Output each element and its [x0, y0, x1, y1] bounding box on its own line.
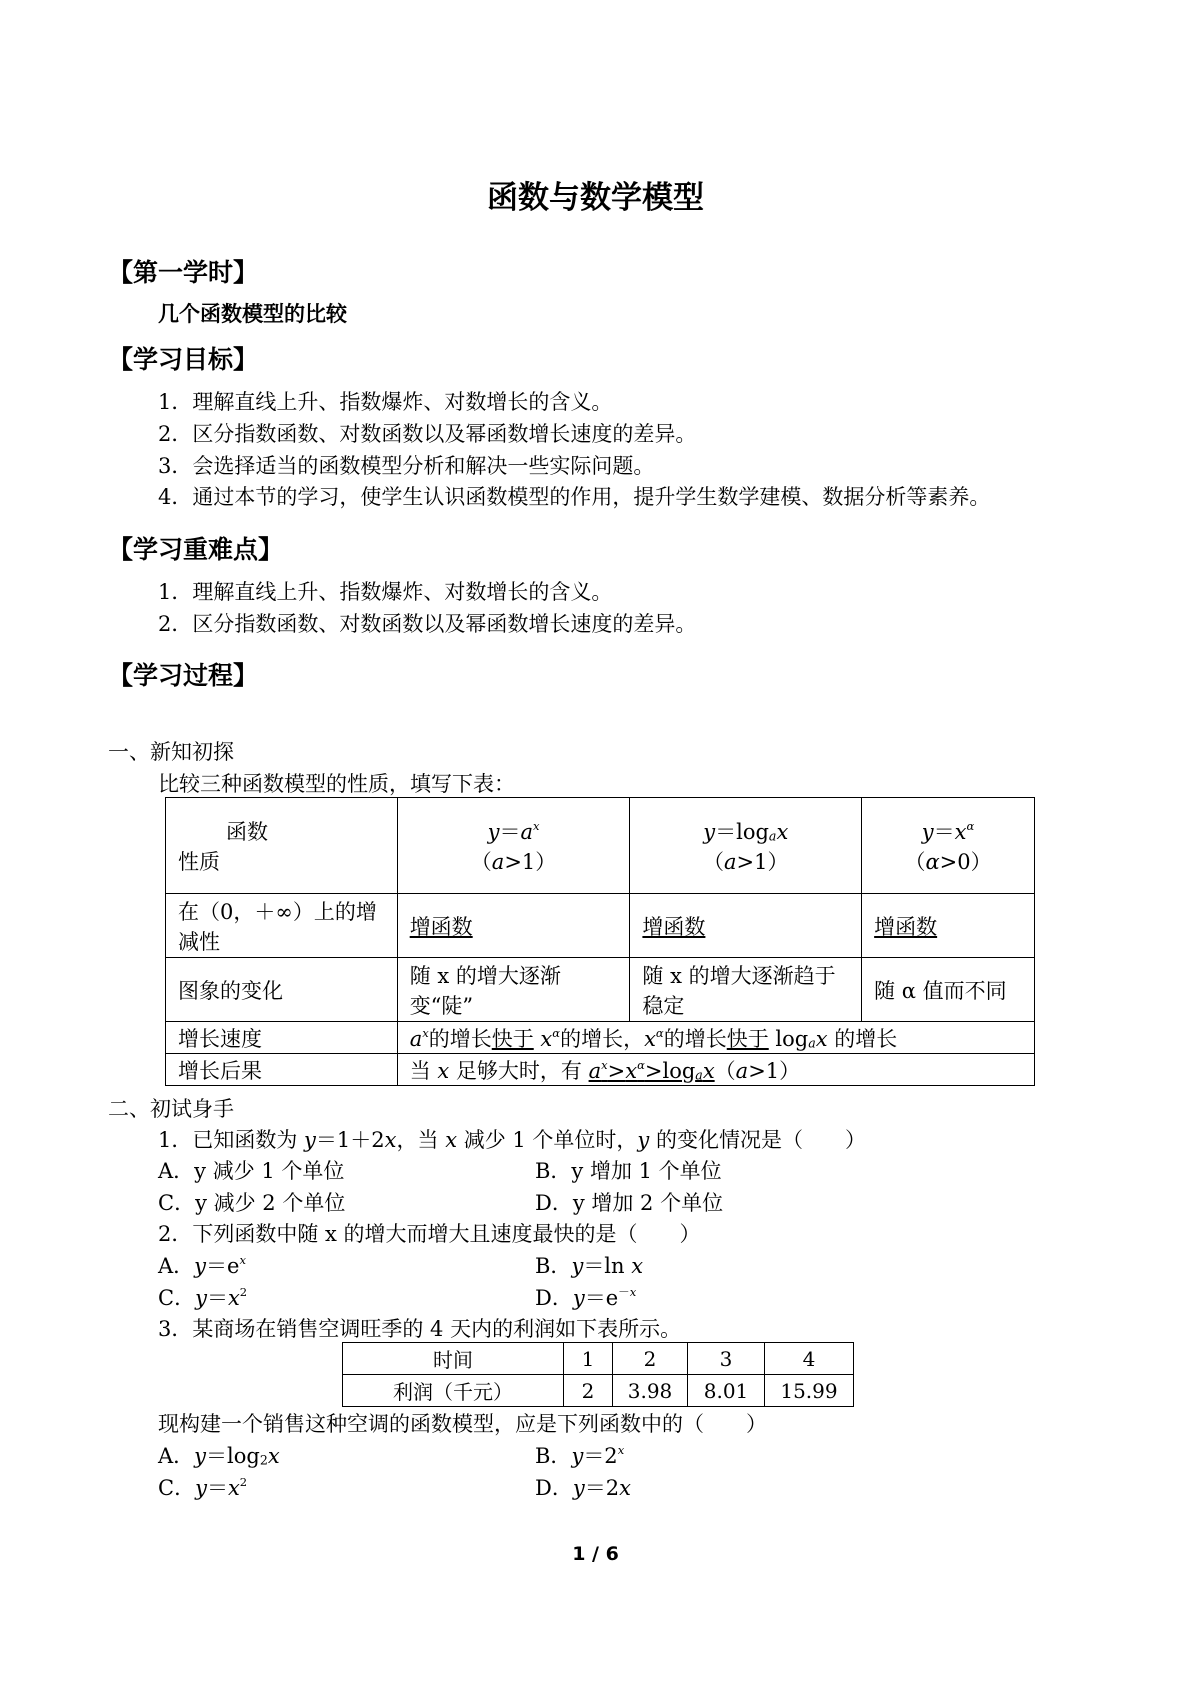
- section-heading-keypoints: 【学习重难点】: [108, 535, 284, 564]
- row-label-monotonic: 在（0，＋∞）上的增减性: [166, 894, 398, 958]
- table-corner-cell: [166, 798, 398, 894]
- profit-table: [342, 1342, 854, 1407]
- profit-value-1: 2: [564, 1375, 613, 1407]
- q1-option-b: B．y 增加 1 个单位: [535, 1159, 722, 1183]
- profit-header-1: 1: [564, 1343, 613, 1375]
- part2-heading: 二、初试身手: [108, 1097, 234, 1121]
- q3-stem: 3．某商场在销售空调旺季的 4 天内的利润如下表所示。: [158, 1317, 682, 1341]
- cell-mono-log: [630, 894, 862, 958]
- q1-option-d: D．y 增加 2 个单位: [535, 1191, 724, 1215]
- row-label-graph: 图象的变化: [166, 958, 398, 1022]
- cell-mono-exp: [397, 894, 630, 958]
- q1-option-c: C．y 减少 2 个单位: [158, 1191, 346, 1215]
- section-heading-process: 【学习过程】: [108, 661, 259, 690]
- corner-bottom: 性质: [178, 849, 220, 874]
- header-exp: $y=a^x$ （a>1）: [397, 798, 630, 894]
- header-power: $y=x^\alpha$ （α>0）: [862, 798, 1035, 894]
- header-log: $y=\log_ax$ （a>1）: [630, 798, 862, 894]
- row-label-result: 增长后果: [166, 1054, 398, 1086]
- q2-option-c: C．$y=x^2$: [158, 1284, 248, 1310]
- q2-option-a: A．$y=e^x$: [158, 1252, 246, 1278]
- q1-option-a: A．y 减少 1 个单位: [158, 1159, 345, 1183]
- profit-value-4: 15.99: [765, 1375, 854, 1407]
- profit-row-label: 利润（千元）: [343, 1375, 564, 1407]
- q1-stem: 1．已知函数为 y＝1＋2x，当 x 减少 1 个单位时，y 的变化情况是（ ）: [158, 1128, 866, 1152]
- comparison-table: [165, 797, 1035, 1086]
- mono-power-value: 增函数: [874, 914, 938, 939]
- part1-intro: 比较三种函数模型的性质，填写下表：: [158, 772, 515, 796]
- q3-option-d: D．y＝2x: [535, 1476, 631, 1500]
- profit-header-time: 时间: [343, 1343, 564, 1375]
- section-heading-goals: 【学习目标】: [108, 345, 259, 374]
- cell-graph-log: 随 x 的增大逐渐趋于稳定: [630, 958, 862, 1022]
- goal-item-3: 3．会选择适当的函数模型分析和解决一些实际问题。: [158, 454, 655, 478]
- corner-top: 函数: [226, 819, 268, 844]
- goal-item-1: 1．理解直线上升、指数爆炸、对数增长的含义。: [158, 390, 613, 414]
- lesson-subtitle: 几个函数模型的比较: [158, 302, 347, 326]
- q3-followup: 现构建一个销售这种空调的函数模型，应是下列函数中的（ ）: [158, 1412, 767, 1436]
- page-title: 函数与数学模型: [487, 180, 704, 216]
- cell-result: 当 x 足够大时，有 $a^x>x^\alpha>\log_ax(a>1)$: [397, 1054, 1034, 1086]
- q3-option-a: A．$y=\log_2x$: [158, 1444, 280, 1468]
- keypoint-item-2: 2．区分指数函数、对数函数以及幂函数增长速度的差异。: [158, 612, 697, 636]
- cell-speed: $a^x$的增长快于 $x^\alpha$的增长，$x^\alpha$的增长快于 $\log_ax$ 的增长: [397, 1022, 1034, 1054]
- cell-mono-power: [862, 894, 1035, 958]
- cell-graph-exp: 随 x 的增大逐渐变“陡”: [397, 958, 630, 1022]
- profit-value-3: 8.01: [688, 1375, 765, 1407]
- profit-header-3: 3: [688, 1343, 765, 1375]
- page-number: 1 / 6: [572, 1543, 619, 1565]
- part1-heading: 一、新知初探: [108, 740, 234, 764]
- section-heading-lesson: 【第一学时】: [108, 258, 259, 287]
- profit-header-4: 4: [765, 1343, 854, 1375]
- q2-option-d: D．$y=e^{-x}$: [535, 1284, 637, 1310]
- q3-option-b: B．$y=2^x$: [535, 1442, 625, 1468]
- keypoint-item-1: 1．理解直线上升、指数爆炸、对数增长的含义。: [158, 580, 613, 604]
- goal-item-2: 2．区分指数函数、对数函数以及幂函数增长速度的差异。: [158, 422, 697, 446]
- mono-log-value: 增函数: [642, 914, 706, 939]
- goal-item-4: 4．通过本节的学习，使学生认识函数模型的作用，提升学生数学建模、数据分析等素养。: [158, 485, 991, 509]
- q3-option-c: C．$y=x^2$: [158, 1474, 248, 1500]
- profit-header-2: 2: [613, 1343, 688, 1375]
- q2-option-b: B．y＝ln x: [535, 1254, 644, 1278]
- cell-graph-power: 随 α 值而不同: [862, 958, 1035, 1022]
- profit-value-2: 3.98: [613, 1375, 688, 1407]
- mono-exp-value: 增函数: [409, 914, 473, 939]
- q2-stem: 2．下列函数中随 x 的增大而增大且速度最快的是（ ）: [158, 1222, 701, 1246]
- row-label-speed: 增长速度: [166, 1022, 398, 1054]
